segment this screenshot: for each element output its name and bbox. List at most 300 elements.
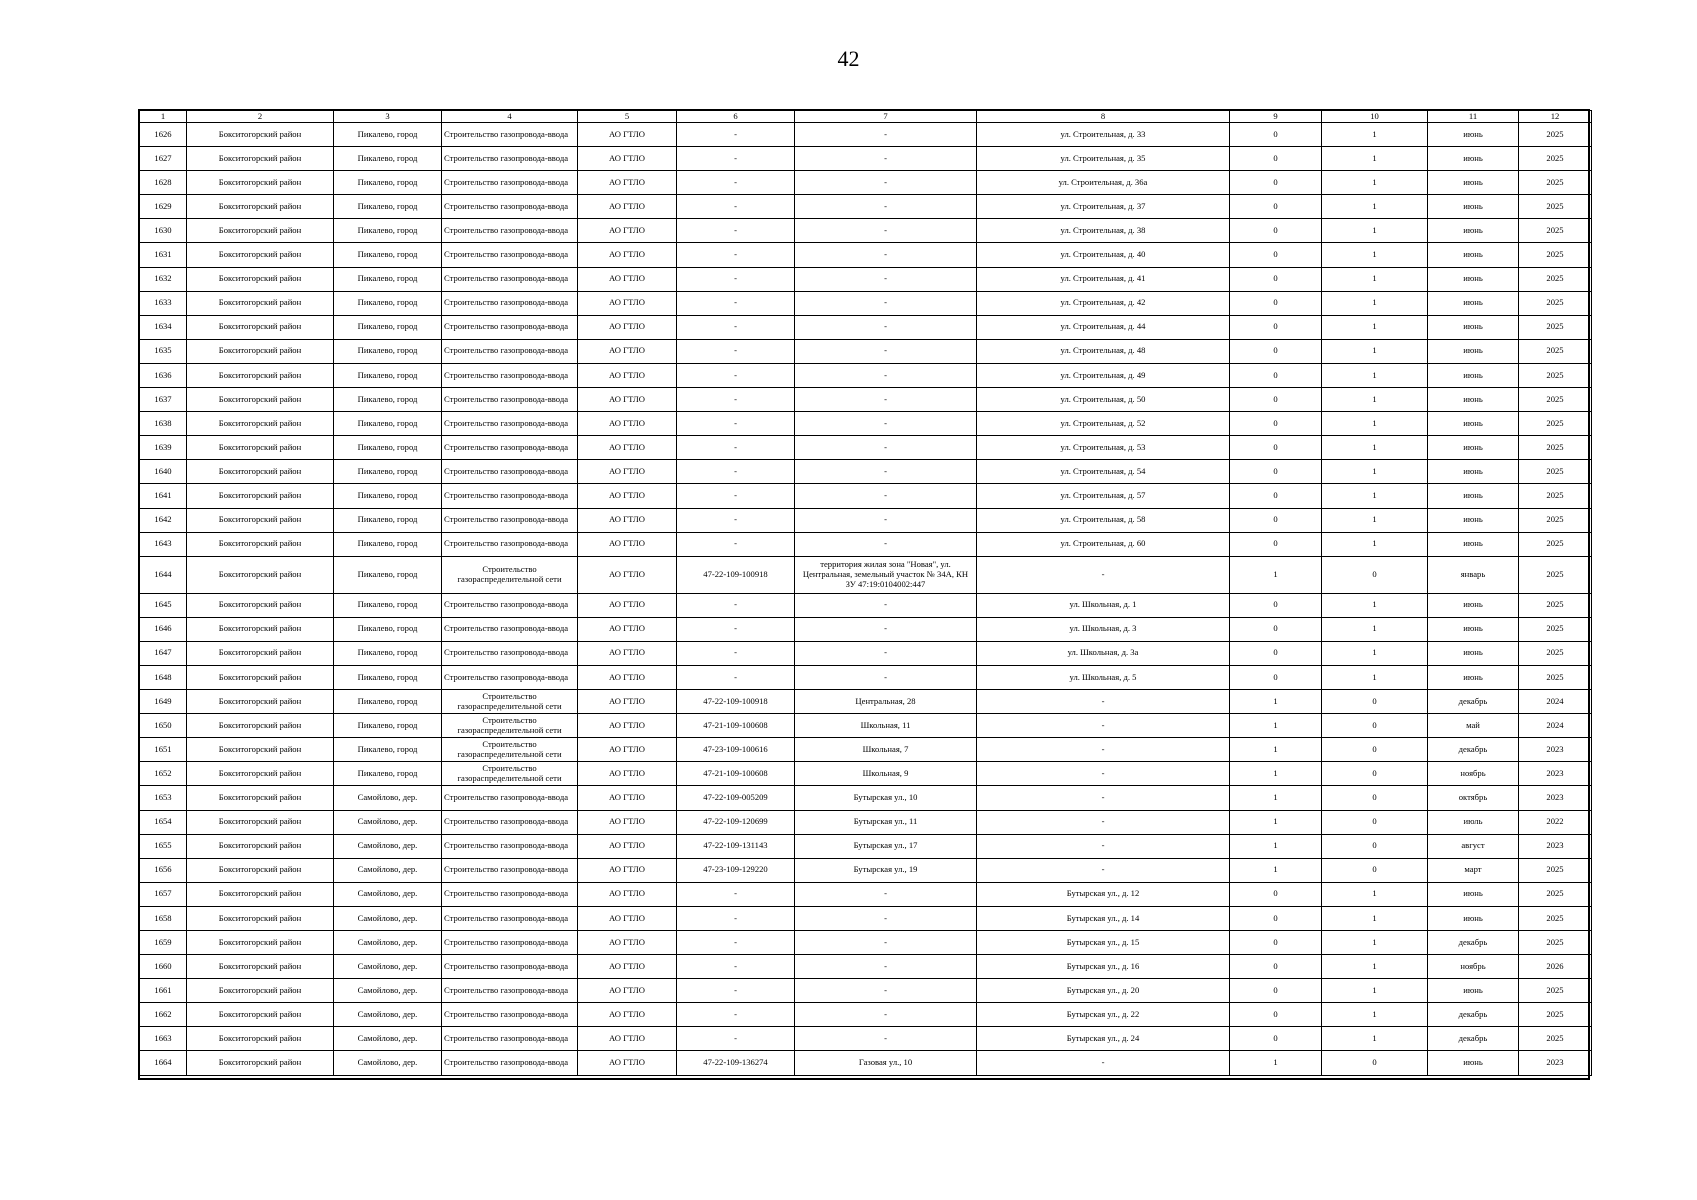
cell-row-number: 1626 — [140, 123, 187, 147]
cell-row-number: 1628 — [140, 171, 187, 195]
cell-work-type: Строительство газораспределительной сети — [442, 556, 578, 593]
cell-count-b: 1 — [1322, 979, 1428, 1003]
cell-count-b: 0 — [1322, 810, 1428, 834]
cell-work-type: Строительство газопровода-ввода — [442, 617, 578, 641]
cell-settlement: Самойлово, дер. — [334, 882, 442, 906]
cell-row-number: 1658 — [140, 906, 187, 930]
cell-count-b: 0 — [1322, 738, 1428, 762]
cell-organization: АО ГТЛО — [578, 738, 677, 762]
cell-month: ноябрь — [1428, 762, 1519, 786]
cell-count-b: 0 — [1322, 858, 1428, 882]
table-row — [140, 508, 1592, 532]
cell-building-address: Бутырская ул., д. 12 — [977, 882, 1230, 906]
table-row — [140, 339, 1592, 363]
cell-district: Бокситогорский район — [187, 484, 334, 508]
page-number: 42 — [837, 46, 860, 71]
cell-district: Бокситогорский район — [187, 315, 334, 339]
cell-settlement: Пикалево, город — [334, 508, 442, 532]
table-row — [140, 219, 1592, 243]
cell-year: 2025 — [1519, 1027, 1592, 1051]
cell-object-code: - — [677, 882, 795, 906]
cell-building-address: - — [977, 762, 1230, 786]
table-row — [140, 665, 1592, 689]
cell-count-b: 1 — [1322, 291, 1428, 315]
cell-object-address: - — [795, 641, 977, 665]
cell-organization: АО ГТЛО — [578, 339, 677, 363]
cell-district: Бокситогорский район — [187, 979, 334, 1003]
cell-month: июнь — [1428, 123, 1519, 147]
cell-month: июнь — [1428, 291, 1519, 315]
cell-building-address: ул. Строительная, д. 44 — [977, 315, 1230, 339]
table-row — [140, 412, 1592, 436]
cell-organization: АО ГТЛО — [578, 532, 677, 556]
cell-count-b: 1 — [1322, 412, 1428, 436]
cell-settlement: Пикалево, город — [334, 665, 442, 689]
cell-object-code: - — [677, 906, 795, 930]
cell-work-type: Строительство газопровода-ввода — [442, 436, 578, 460]
cell-count-b: 1 — [1322, 363, 1428, 387]
cell-object-address: Бутырская ул., 11 — [795, 810, 977, 834]
cell-work-type: Строительство газопровода-ввода — [442, 363, 578, 387]
cell-year: 2024 — [1519, 714, 1592, 738]
cell-settlement: Самойлово, дер. — [334, 906, 442, 930]
table-row — [140, 690, 1592, 714]
cell-count-a: 0 — [1230, 363, 1322, 387]
cell-count-b: 1 — [1322, 123, 1428, 147]
cell-year: 2023 — [1519, 738, 1592, 762]
cell-count-a: 0 — [1230, 123, 1322, 147]
cell-month: июнь — [1428, 593, 1519, 617]
cell-settlement: Самойлово, дер. — [334, 834, 442, 858]
cell-count-a: 0 — [1230, 641, 1322, 665]
cell-object-address: - — [795, 388, 977, 412]
column-header: 2 — [187, 111, 334, 123]
cell-building-address: ул. Строительная, д. 50 — [977, 388, 1230, 412]
cell-year: 2025 — [1519, 243, 1592, 267]
cell-object-code: - — [677, 1027, 795, 1051]
cell-count-b: 0 — [1322, 762, 1428, 786]
cell-count-a: 0 — [1230, 339, 1322, 363]
cell-year: 2025 — [1519, 617, 1592, 641]
cell-work-type: Строительство газопровода-ввода — [442, 882, 578, 906]
cell-object-code: - — [677, 979, 795, 1003]
table-body — [140, 123, 1592, 1076]
cell-count-b: 1 — [1322, 267, 1428, 291]
cell-row-number: 1633 — [140, 291, 187, 315]
cell-object-code: 47-23-109-129220 — [677, 858, 795, 882]
cell-count-b: 1 — [1322, 219, 1428, 243]
cell-organization: АО ГТЛО — [578, 593, 677, 617]
cell-year: 2025 — [1519, 219, 1592, 243]
cell-organization: АО ГТЛО — [578, 906, 677, 930]
cell-row-number: 1661 — [140, 979, 187, 1003]
cell-settlement: Самойлово, дер. — [334, 1027, 442, 1051]
cell-settlement: Пикалево, город — [334, 690, 442, 714]
cell-building-address: ул. Строительная, д. 57 — [977, 484, 1230, 508]
cell-row-number: 1640 — [140, 460, 187, 484]
cell-organization: АО ГТЛО — [578, 617, 677, 641]
cell-work-type: Строительство газопровода-ввода — [442, 1003, 578, 1027]
cell-month: декабрь — [1428, 1003, 1519, 1027]
cell-organization: АО ГТЛО — [578, 436, 677, 460]
cell-count-a: 0 — [1230, 1027, 1322, 1051]
table-row — [140, 123, 1592, 147]
cell-object-code: 47-22-109-100918 — [677, 690, 795, 714]
cell-count-b: 1 — [1322, 641, 1428, 665]
cell-count-a: 0 — [1230, 979, 1322, 1003]
cell-count-a: 0 — [1230, 147, 1322, 171]
cell-object-address: - — [795, 665, 977, 689]
cell-month: март — [1428, 858, 1519, 882]
cell-settlement: Пикалево, город — [334, 436, 442, 460]
cell-object-address: - — [795, 1003, 977, 1027]
cell-object-code: - — [677, 195, 795, 219]
table-row — [140, 834, 1592, 858]
cell-row-number: 1644 — [140, 556, 187, 593]
cell-district: Бокситогорский район — [187, 738, 334, 762]
cell-building-address: Бутырская ул., д. 20 — [977, 979, 1230, 1003]
cell-district: Бокситогорский район — [187, 955, 334, 979]
cell-month: июнь — [1428, 882, 1519, 906]
cell-year: 2025 — [1519, 641, 1592, 665]
cell-month: июнь — [1428, 665, 1519, 689]
cell-count-b: 1 — [1322, 1027, 1428, 1051]
table-row — [140, 1003, 1592, 1027]
cell-object-code: - — [677, 641, 795, 665]
cell-object-code: - — [677, 484, 795, 508]
cell-count-b: 1 — [1322, 617, 1428, 641]
cell-year: 2025 — [1519, 484, 1592, 508]
cell-month: июнь — [1428, 1051, 1519, 1075]
cell-building-address: Бутырская ул., д. 14 — [977, 906, 1230, 930]
cell-count-a: 0 — [1230, 532, 1322, 556]
cell-district: Бокситогорский район — [187, 123, 334, 147]
cell-month: июнь — [1428, 267, 1519, 291]
column-header: 12 — [1519, 111, 1592, 123]
column-header: 10 — [1322, 111, 1428, 123]
cell-object-code: - — [677, 593, 795, 617]
cell-object-code: - — [677, 123, 795, 147]
cell-district: Бокситогорский район — [187, 412, 334, 436]
cell-district: Бокситогорский район — [187, 665, 334, 689]
cell-building-address: - — [977, 714, 1230, 738]
table-row — [140, 1051, 1592, 1075]
table-row — [140, 291, 1592, 315]
cell-work-type: Строительство газопровода-ввода — [442, 955, 578, 979]
cell-district: Бокситогорский район — [187, 714, 334, 738]
cell-month: июнь — [1428, 617, 1519, 641]
cell-object-address: - — [795, 906, 977, 930]
table-row — [140, 556, 1592, 593]
column-header: 5 — [578, 111, 677, 123]
cell-count-a: 1 — [1230, 714, 1322, 738]
cell-count-b: 0 — [1322, 714, 1428, 738]
table-row — [140, 810, 1592, 834]
cell-object-code: - — [677, 171, 795, 195]
cell-settlement: Самойлово, дер. — [334, 786, 442, 810]
table-row — [140, 460, 1592, 484]
cell-work-type: Строительство газопровода-ввода — [442, 979, 578, 1003]
cell-settlement: Самойлово, дер. — [334, 979, 442, 1003]
cell-row-number: 1664 — [140, 1051, 187, 1075]
cell-object-code: - — [677, 363, 795, 387]
cell-settlement: Пикалево, город — [334, 641, 442, 665]
table-row — [140, 641, 1592, 665]
cell-organization: АО ГТЛО — [578, 786, 677, 810]
cell-organization: АО ГТЛО — [578, 484, 677, 508]
cell-year: 2025 — [1519, 436, 1592, 460]
cell-count-a: 0 — [1230, 460, 1322, 484]
table-row — [140, 617, 1592, 641]
cell-building-address: Бутырская ул., д. 15 — [977, 931, 1230, 955]
cell-month: январь — [1428, 556, 1519, 593]
cell-object-address: Центральная, 28 — [795, 690, 977, 714]
cell-count-b: 1 — [1322, 460, 1428, 484]
cell-building-address: - — [977, 834, 1230, 858]
cell-organization: АО ГТЛО — [578, 147, 677, 171]
cell-object-address: - — [795, 508, 977, 532]
cell-settlement: Пикалево, город — [334, 532, 442, 556]
cell-building-address: ул. Строительная, д. 33 — [977, 123, 1230, 147]
cell-count-b: 1 — [1322, 508, 1428, 532]
cell-count-a: 0 — [1230, 388, 1322, 412]
cell-year: 2025 — [1519, 171, 1592, 195]
cell-row-number: 1659 — [140, 931, 187, 955]
cell-count-b: 1 — [1322, 436, 1428, 460]
cell-row-number: 1630 — [140, 219, 187, 243]
table-row — [140, 363, 1592, 387]
cell-count-b: 1 — [1322, 484, 1428, 508]
cell-building-address: ул. Школьная, д. 1 — [977, 593, 1230, 617]
cell-count-a: 1 — [1230, 738, 1322, 762]
cell-district: Бокситогорский район — [187, 388, 334, 412]
cell-organization: АО ГТЛО — [578, 690, 677, 714]
cell-row-number: 1652 — [140, 762, 187, 786]
cell-object-address: - — [795, 955, 977, 979]
gasification-table — [139, 110, 1592, 1076]
cell-organization: АО ГТЛО — [578, 195, 677, 219]
cell-year: 2025 — [1519, 906, 1592, 930]
cell-work-type: Строительство газопровода-ввода — [442, 339, 578, 363]
cell-building-address: ул. Строительная, д. 40 — [977, 243, 1230, 267]
cell-row-number: 1649 — [140, 690, 187, 714]
cell-count-a: 0 — [1230, 291, 1322, 315]
cell-month: июнь — [1428, 460, 1519, 484]
cell-object-address: - — [795, 1027, 977, 1051]
cell-count-a: 0 — [1230, 219, 1322, 243]
cell-building-address: ул. Строительная, д. 42 — [977, 291, 1230, 315]
cell-work-type: Строительство газопровода-ввода — [442, 388, 578, 412]
cell-organization: АО ГТЛО — [578, 762, 677, 786]
cell-count-b: 1 — [1322, 388, 1428, 412]
cell-count-a: 1 — [1230, 1051, 1322, 1075]
cell-district: Бокситогорский район — [187, 147, 334, 171]
cell-settlement: Пикалево, город — [334, 363, 442, 387]
cell-object-code: - — [677, 955, 795, 979]
cell-object-code: - — [677, 388, 795, 412]
cell-year: 2025 — [1519, 267, 1592, 291]
cell-row-number: 1657 — [140, 882, 187, 906]
cell-count-a: 0 — [1230, 484, 1322, 508]
cell-district: Бокситогорский район — [187, 834, 334, 858]
cell-year: 2025 — [1519, 363, 1592, 387]
cell-organization: АО ГТЛО — [578, 508, 677, 532]
cell-count-b: 1 — [1322, 665, 1428, 689]
table-row — [140, 1027, 1592, 1051]
cell-row-number: 1642 — [140, 508, 187, 532]
cell-object-address: - — [795, 436, 977, 460]
cell-work-type: Строительство газопровода-ввода — [442, 219, 578, 243]
cell-row-number: 1647 — [140, 641, 187, 665]
cell-district: Бокситогорский район — [187, 1027, 334, 1051]
cell-organization: АО ГТЛО — [578, 388, 677, 412]
table-row — [140, 388, 1592, 412]
cell-count-b: 1 — [1322, 195, 1428, 219]
cell-row-number: 1663 — [140, 1027, 187, 1051]
cell-organization: АО ГТЛО — [578, 955, 677, 979]
cell-district: Бокситогорский район — [187, 617, 334, 641]
cell-building-address: ул. Строительная, д. 49 — [977, 363, 1230, 387]
cell-count-a: 0 — [1230, 436, 1322, 460]
cell-work-type: Строительство газопровода-ввода — [442, 123, 578, 147]
table-row — [140, 979, 1592, 1003]
cell-work-type: Строительство газопровода-ввода — [442, 532, 578, 556]
cell-count-a: 0 — [1230, 617, 1322, 641]
cell-count-b: 0 — [1322, 786, 1428, 810]
cell-organization: АО ГТЛО — [578, 291, 677, 315]
cell-object-address: - — [795, 617, 977, 641]
cell-row-number: 1655 — [140, 834, 187, 858]
cell-object-address: - — [795, 412, 977, 436]
cell-month: декабрь — [1428, 1027, 1519, 1051]
cell-district: Бокситогорский район — [187, 339, 334, 363]
cell-settlement: Пикалево, город — [334, 123, 442, 147]
cell-settlement: Пикалево, город — [334, 412, 442, 436]
cell-count-b: 1 — [1322, 171, 1428, 195]
cell-organization: АО ГТЛО — [578, 412, 677, 436]
cell-organization: АО ГТЛО — [578, 219, 677, 243]
cell-organization: АО ГТЛО — [578, 882, 677, 906]
cell-settlement: Самойлово, дер. — [334, 955, 442, 979]
cell-year: 2023 — [1519, 786, 1592, 810]
cell-work-type: Строительство газопровода-ввода — [442, 412, 578, 436]
cell-count-a: 0 — [1230, 882, 1322, 906]
table-row — [140, 786, 1592, 810]
cell-district: Бокситогорский район — [187, 219, 334, 243]
cell-work-type: Строительство газораспределительной сети — [442, 714, 578, 738]
cell-object-address: - — [795, 532, 977, 556]
cell-count-b: 1 — [1322, 243, 1428, 267]
cell-object-address: - — [795, 147, 977, 171]
cell-object-code: - — [677, 931, 795, 955]
cell-object-address: - — [795, 931, 977, 955]
table-row — [140, 906, 1592, 930]
cell-settlement: Пикалево, город — [334, 738, 442, 762]
cell-building-address: ул. Строительная, д. 37 — [977, 195, 1230, 219]
cell-building-address: - — [977, 738, 1230, 762]
cell-object-code: 47-22-109-131143 — [677, 834, 795, 858]
cell-organization: АО ГТЛО — [578, 858, 677, 882]
cell-work-type: Строительство газопровода-ввода — [442, 834, 578, 858]
cell-row-number: 1660 — [140, 955, 187, 979]
cell-year: 2025 — [1519, 508, 1592, 532]
cell-count-a: 0 — [1230, 508, 1322, 532]
cell-settlement: Пикалево, город — [334, 617, 442, 641]
cell-work-type: Строительство газопровода-ввода — [442, 931, 578, 955]
cell-district: Бокситогорский район — [187, 641, 334, 665]
cell-count-b: 1 — [1322, 931, 1428, 955]
cell-object-code: 47-22-109-136274 — [677, 1051, 795, 1075]
cell-year: 2022 — [1519, 810, 1592, 834]
cell-settlement: Пикалево, город — [334, 147, 442, 171]
cell-month: июнь — [1428, 147, 1519, 171]
table-row — [140, 931, 1592, 955]
cell-object-code: - — [677, 267, 795, 291]
table-row — [140, 714, 1592, 738]
cell-district: Бокситогорский район — [187, 532, 334, 556]
cell-building-address: Бутырская ул., д. 22 — [977, 1003, 1230, 1027]
cell-count-b: 0 — [1322, 556, 1428, 593]
cell-row-number: 1654 — [140, 810, 187, 834]
cell-year: 2025 — [1519, 195, 1592, 219]
cell-object-address: - — [795, 243, 977, 267]
cell-settlement: Пикалево, город — [334, 267, 442, 291]
cell-building-address: ул. Строительная, д. 35 — [977, 147, 1230, 171]
cell-building-address: ул. Строительная, д. 60 — [977, 532, 1230, 556]
cell-building-address: - — [977, 786, 1230, 810]
cell-row-number: 1636 — [140, 363, 187, 387]
cell-district: Бокситогорский район — [187, 508, 334, 532]
cell-organization: АО ГТЛО — [578, 1027, 677, 1051]
cell-year: 2025 — [1519, 931, 1592, 955]
cell-work-type: Строительство газораспределительной сети — [442, 690, 578, 714]
cell-year: 2025 — [1519, 388, 1592, 412]
cell-month: июнь — [1428, 906, 1519, 930]
cell-district: Бокситогорский район — [187, 243, 334, 267]
cell-count-b: 1 — [1322, 147, 1428, 171]
table-row — [140, 147, 1592, 171]
cell-building-address: ул. Строительная, д. 58 — [977, 508, 1230, 532]
cell-object-address: Бутырская ул., 17 — [795, 834, 977, 858]
cell-count-b: 0 — [1322, 1051, 1428, 1075]
cell-settlement: Пикалево, город — [334, 339, 442, 363]
cell-building-address: ул. Школьная, д. 3а — [977, 641, 1230, 665]
table-row — [140, 593, 1592, 617]
cell-work-type: Строительство газопровода-ввода — [442, 906, 578, 930]
cell-building-address: ул. Строительная, д. 38 — [977, 219, 1230, 243]
cell-count-a: 0 — [1230, 267, 1322, 291]
cell-count-a: 1 — [1230, 810, 1322, 834]
column-header: 8 — [977, 111, 1230, 123]
cell-month: июнь — [1428, 641, 1519, 665]
cell-count-b: 1 — [1322, 955, 1428, 979]
cell-year: 2025 — [1519, 147, 1592, 171]
cell-count-a: 1 — [1230, 556, 1322, 593]
cell-row-number: 1631 — [140, 243, 187, 267]
cell-object-address: Школьная, 11 — [795, 714, 977, 738]
cell-year: 2026 — [1519, 955, 1592, 979]
cell-settlement: Самойлово, дер. — [334, 931, 442, 955]
cell-object-address: - — [795, 339, 977, 363]
table-row — [140, 532, 1592, 556]
cell-object-address: - — [795, 460, 977, 484]
cell-object-address: Бутырская ул., 10 — [795, 786, 977, 810]
cell-object-code: - — [677, 1003, 795, 1027]
cell-row-number: 1635 — [140, 339, 187, 363]
cell-count-b: 1 — [1322, 882, 1428, 906]
cell-object-code: - — [677, 291, 795, 315]
cell-building-address: ул. Строительная, д. 41 — [977, 267, 1230, 291]
